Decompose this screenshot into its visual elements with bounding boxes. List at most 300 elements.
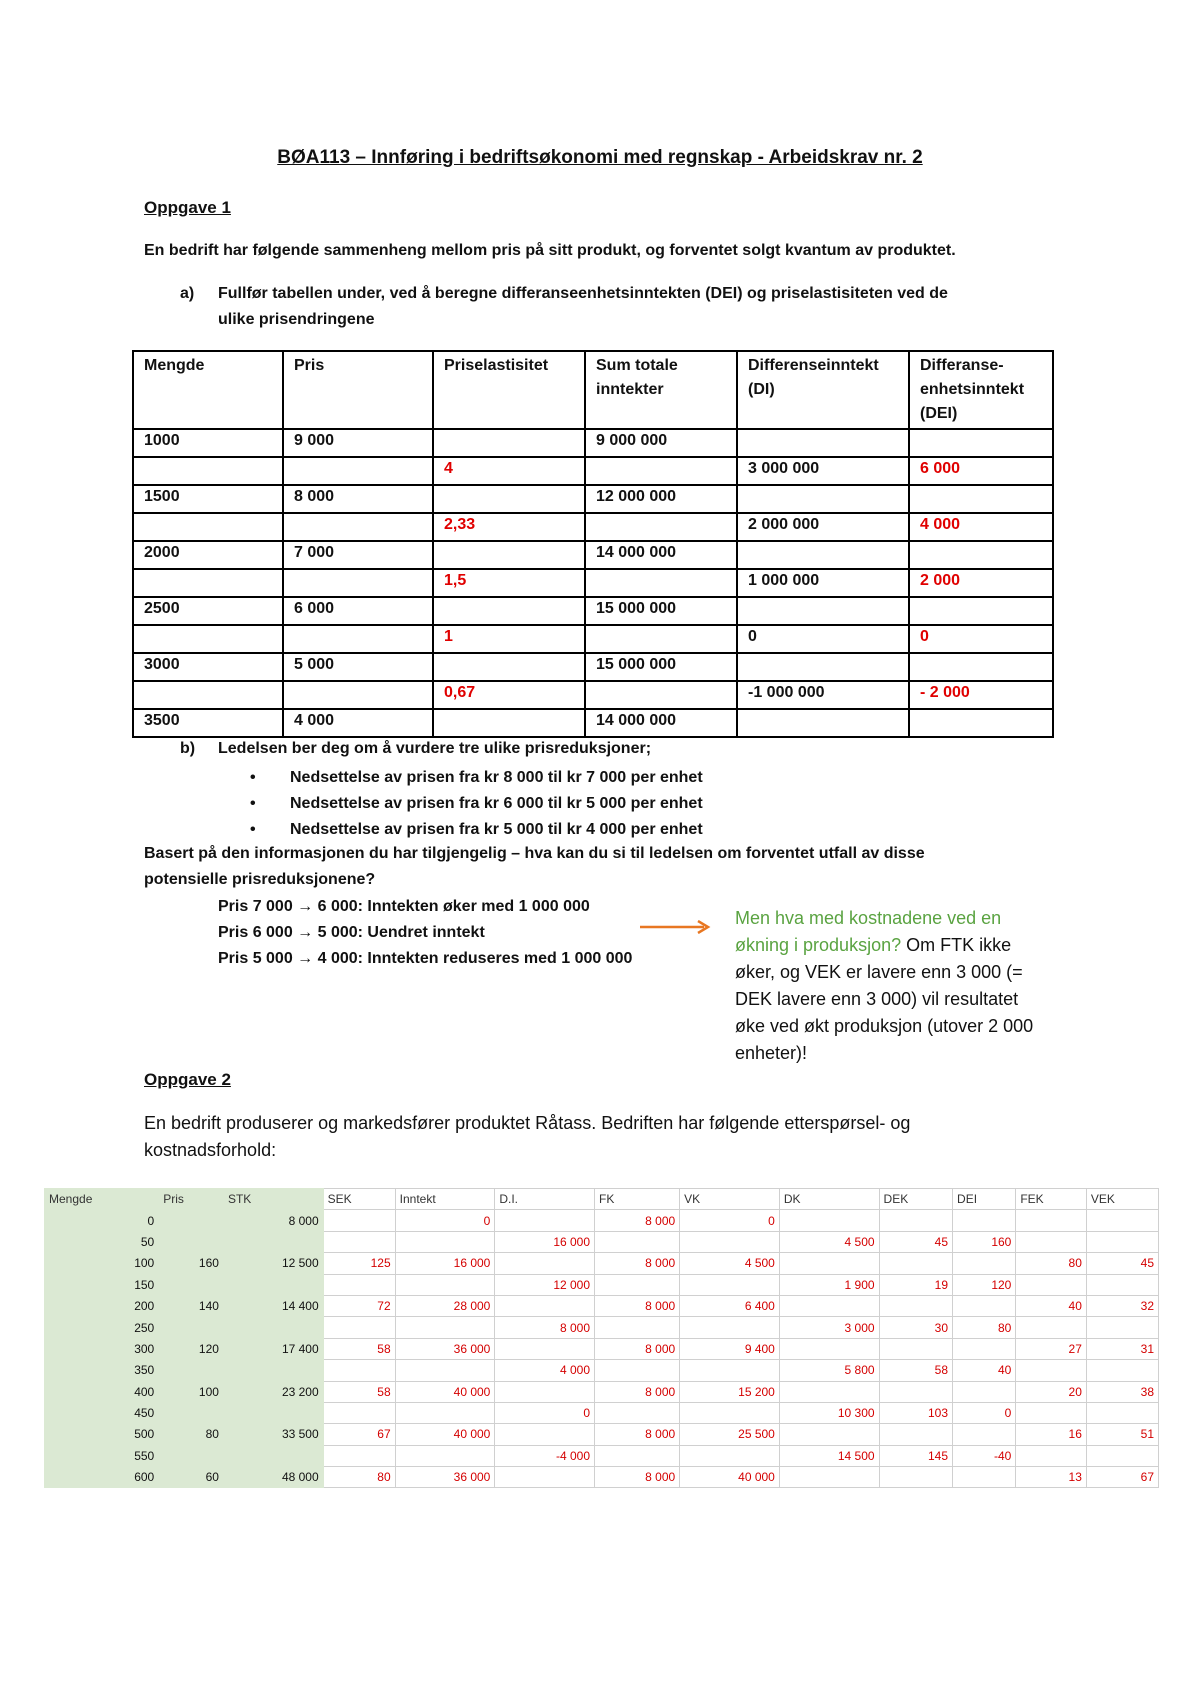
- table-cell: [433, 597, 585, 625]
- table-cell: 36 000: [395, 1467, 495, 1488]
- table-row: [45, 1402, 1159, 1423]
- answer-2: Pris 6 000 → 5 000: Uendret inntekt: [218, 924, 485, 941]
- a-text-line2: ulike prisendringene: [218, 311, 375, 328]
- table-cell: [283, 681, 433, 709]
- table-cell: 8 000: [495, 1317, 595, 1338]
- table-cell: [495, 1295, 595, 1316]
- table-cell: 28 000: [395, 1295, 495, 1316]
- table-cell: -40: [953, 1445, 1016, 1466]
- table-cell: 9 000: [283, 429, 433, 457]
- table-cell: [495, 1253, 595, 1274]
- bullet-text: Nedsettelse av prisen fra kr 8 000 til kr 7 000 per enhet: [290, 769, 703, 786]
- table-row: [45, 1274, 1159, 1295]
- table-cell: [595, 1360, 680, 1381]
- table-cell: 2 000 000: [737, 513, 909, 541]
- table-cell: [1016, 1210, 1087, 1231]
- table-cell: 150: [45, 1274, 159, 1295]
- table-cell: 45: [879, 1231, 952, 1252]
- table-cell: [737, 429, 909, 457]
- header-cell: Mengde: [133, 351, 283, 429]
- table-cell: [1086, 1402, 1158, 1423]
- table-cell: [133, 569, 283, 597]
- table-cell: [680, 1231, 780, 1252]
- table-cell: 4 000: [909, 513, 1053, 541]
- table-cell: [159, 1317, 224, 1338]
- table-cell: 38: [1086, 1381, 1158, 1402]
- elasticity-table: [132, 350, 1054, 738]
- table-cell: 60: [159, 1467, 224, 1488]
- header-cell: STK: [223, 1189, 323, 1210]
- table-cell: 550: [45, 1445, 159, 1466]
- table-cell: -4 000: [495, 1445, 595, 1466]
- table-row: [133, 457, 1053, 485]
- table-cell: [1016, 1445, 1087, 1466]
- table-cell: [779, 1467, 879, 1488]
- table-cell: [680, 1360, 780, 1381]
- table-cell: [495, 1210, 595, 1231]
- table-cell: [953, 1338, 1016, 1359]
- oppgave2-intro-line1: En bedrift produserer og markedsfører produktet Råtass. Bedriften har følgende etterspørsel- og: [144, 1113, 911, 1133]
- table-cell: [323, 1274, 395, 1295]
- table-cell: [595, 1317, 680, 1338]
- table-cell: 14 500: [779, 1445, 879, 1466]
- table-cell: 19: [879, 1274, 952, 1295]
- header-cell: DEK: [879, 1189, 952, 1210]
- table-cell: 100: [45, 1253, 159, 1274]
- table-cell: 8 000: [595, 1424, 680, 1445]
- table-cell: [737, 597, 909, 625]
- table-cell: 500: [45, 1424, 159, 1445]
- table-cell: [909, 485, 1053, 513]
- table-cell: 8 000: [595, 1467, 680, 1488]
- table-cell: [737, 709, 909, 737]
- table-cell: 0: [495, 1402, 595, 1423]
- table-row: [45, 1360, 1159, 1381]
- table-cell: 50: [45, 1231, 159, 1252]
- table-cell: [595, 1274, 680, 1295]
- table-cell: [223, 1445, 323, 1466]
- page-title: BØA113 – Innføring i bedriftsøkonomi med regnskap - Arbeidskrav nr. 2: [277, 147, 923, 168]
- table-cell: 350: [45, 1360, 159, 1381]
- question-line2: potensielle prisreduksjonene?: [144, 871, 376, 888]
- table-cell: [680, 1402, 780, 1423]
- table-cell: 0: [909, 625, 1053, 653]
- table-cell: 15 000 000: [585, 653, 737, 681]
- table-cell: 1: [433, 625, 585, 653]
- table-cell: 14 400: [223, 1295, 323, 1316]
- table-cell: 23 200: [223, 1381, 323, 1402]
- table-cell: 3000: [133, 653, 283, 681]
- table-cell: [133, 513, 283, 541]
- table-cell: [879, 1210, 952, 1231]
- table-row: [133, 653, 1053, 681]
- table-row: [133, 513, 1053, 541]
- table-row: [45, 1317, 1159, 1338]
- table-row: [45, 1338, 1159, 1359]
- table-cell: [909, 709, 1053, 737]
- table-cell: [159, 1231, 224, 1252]
- bullet-list: [250, 765, 703, 843]
- table-cell: [433, 541, 585, 569]
- oppgave1-intro: En bedrift har følgende sammenheng mellom pris på sitt produkt, og forventet solgt kvantum av produktet.: [144, 242, 956, 259]
- table-cell: [1086, 1317, 1158, 1338]
- table-cell: 1 000 000: [737, 569, 909, 597]
- table-row: [133, 625, 1053, 653]
- table-cell: 15 000 000: [585, 597, 737, 625]
- table-cell: 140: [159, 1295, 224, 1316]
- header-cell: D.I.: [495, 1189, 595, 1210]
- b-text: Ledelsen ber deg om å vurdere tre ulike prisreduksjoner;: [218, 740, 652, 757]
- table-cell: 8 000: [595, 1338, 680, 1359]
- table-cell: 120: [159, 1338, 224, 1359]
- table-cell: 5 000: [283, 653, 433, 681]
- question-line1: Basert på den informasjonen du har tilgjengelig – hva kan du si til ledelsen om forventet utfall av disse: [144, 845, 925, 862]
- table-cell: [433, 653, 585, 681]
- table-cell: 12 500: [223, 1253, 323, 1274]
- header-cell: DEI: [953, 1189, 1016, 1210]
- header-cell: VEK: [1086, 1189, 1158, 1210]
- table-header-row: [133, 351, 1053, 429]
- header-cell: Sum totale inntekter: [585, 351, 737, 429]
- table-cell: [737, 485, 909, 513]
- table-row: [133, 541, 1053, 569]
- table-cell: [953, 1467, 1016, 1488]
- table-cell: [953, 1381, 1016, 1402]
- table-cell: [1016, 1360, 1087, 1381]
- table-cell: 0: [680, 1210, 780, 1231]
- table-cell: [433, 485, 585, 513]
- header-cell: FEK: [1016, 1189, 1087, 1210]
- table-cell: [585, 457, 737, 485]
- cost-table: [44, 1188, 1159, 1488]
- table-cell: 48 000: [223, 1467, 323, 1488]
- table-cell: [879, 1381, 952, 1402]
- table-cell: 250: [45, 1317, 159, 1338]
- table-cell: [879, 1424, 952, 1445]
- table-cell: [1086, 1445, 1158, 1466]
- table-cell: 9 000 000: [585, 429, 737, 457]
- table-cell: 80: [159, 1424, 224, 1445]
- bullet-icon: •: [250, 795, 256, 812]
- table-cell: [133, 681, 283, 709]
- table-cell: [323, 1231, 395, 1252]
- table-cell: 103: [879, 1402, 952, 1423]
- table-cell: 80: [1016, 1253, 1087, 1274]
- table-cell: [1016, 1402, 1087, 1423]
- table-cell: 5 800: [779, 1360, 879, 1381]
- arrow-right-icon: [640, 920, 714, 934]
- table-cell: 12 000 000: [585, 485, 737, 513]
- table-cell: 80: [953, 1317, 1016, 1338]
- table-cell: 51: [1086, 1424, 1158, 1445]
- table-cell: [879, 1467, 952, 1488]
- table-cell: 40 000: [395, 1424, 495, 1445]
- table-cell: 4 500: [779, 1231, 879, 1252]
- table-cell: 2000: [133, 541, 283, 569]
- table-row: [45, 1295, 1159, 1316]
- header-cell: Pris: [159, 1189, 224, 1210]
- table-cell: [283, 625, 433, 653]
- a-text-line1: Fullfør tabellen under, ved å beregne differanseenhetsinntekten (DEI) og priselastisiteten ved de: [218, 285, 948, 302]
- table-cell: 6 000: [909, 457, 1053, 485]
- table-cell: [1086, 1274, 1158, 1295]
- table-cell: 8 000: [283, 485, 433, 513]
- table-cell: 10 300: [779, 1402, 879, 1423]
- table-cell: 33 500: [223, 1424, 323, 1445]
- table-cell: [680, 1445, 780, 1466]
- header-cell: Priselastisitet: [433, 351, 585, 429]
- table-cell: [585, 625, 737, 653]
- table-cell: [909, 653, 1053, 681]
- table-cell: 120: [953, 1274, 1016, 1295]
- table-cell: [495, 1424, 595, 1445]
- table-cell: [595, 1445, 680, 1466]
- table-cell: 27: [1016, 1338, 1087, 1359]
- table-cell: [779, 1295, 879, 1316]
- table-cell: [909, 597, 1053, 625]
- table-cell: [323, 1210, 395, 1231]
- table-cell: 17 400: [223, 1338, 323, 1359]
- table-cell: [779, 1210, 879, 1231]
- table-cell: [395, 1360, 495, 1381]
- a-label: a): [180, 285, 195, 302]
- table-cell: 2 000: [909, 569, 1053, 597]
- header-cell: Differanse-enhetsinntekt (DEI): [909, 351, 1053, 429]
- table-cell: 40 000: [680, 1467, 780, 1488]
- table-row: [45, 1424, 1159, 1445]
- table-cell: 4 000: [495, 1360, 595, 1381]
- header-cell: Differenseinntekt (DI): [737, 351, 909, 429]
- table-cell: 58: [323, 1381, 395, 1402]
- table-cell: 16: [1016, 1424, 1087, 1445]
- table-cell: 25 500: [680, 1424, 780, 1445]
- table-cell: 160: [953, 1231, 1016, 1252]
- table-cell: 8 000: [595, 1253, 680, 1274]
- table-cell: 20: [1016, 1381, 1087, 1402]
- table-cell: [395, 1402, 495, 1423]
- table-cell: 58: [879, 1360, 952, 1381]
- table-cell: [395, 1274, 495, 1295]
- table-cell: [283, 457, 433, 485]
- table-cell: [1086, 1231, 1158, 1252]
- table-row: [45, 1467, 1159, 1488]
- table-row: [133, 485, 1053, 513]
- table-cell: 16 000: [495, 1231, 595, 1252]
- table-cell: 31: [1086, 1338, 1158, 1359]
- table-row: [45, 1381, 1159, 1402]
- table-cell: 0,67: [433, 681, 585, 709]
- table-cell: 0: [45, 1210, 159, 1231]
- table-cell: 400: [45, 1381, 159, 1402]
- table-cell: 30: [879, 1317, 952, 1338]
- table-cell: [433, 709, 585, 737]
- table-cell: [1016, 1317, 1087, 1338]
- table-cell: [953, 1210, 1016, 1231]
- table-cell: 6 000: [283, 597, 433, 625]
- table-cell: 13: [1016, 1467, 1087, 1488]
- table-cell: 8 000: [595, 1295, 680, 1316]
- table-cell: [953, 1253, 1016, 1274]
- bullet-icon: •: [250, 769, 256, 786]
- table-cell: [159, 1445, 224, 1466]
- bullet-text: Nedsettelse av prisen fra kr 6 000 til kr 5 000 per enhet: [290, 795, 703, 812]
- table-cell: [395, 1445, 495, 1466]
- table-cell: [395, 1317, 495, 1338]
- table-cell: 1 900: [779, 1274, 879, 1295]
- table-cell: 15 200: [680, 1381, 780, 1402]
- table-cell: [159, 1210, 224, 1231]
- table-cell: 16 000: [395, 1253, 495, 1274]
- table-row: [133, 709, 1053, 737]
- table-cell: 200: [45, 1295, 159, 1316]
- table-cell: [133, 625, 283, 653]
- header-cell: Mengde: [45, 1189, 159, 1210]
- table-cell: 72: [323, 1295, 395, 1316]
- answer-1: Pris 7 000 → 6 000: Inntekten øker med 1 000 000: [218, 898, 590, 915]
- table-row: [45, 1210, 1159, 1231]
- table-cell: 67: [323, 1424, 395, 1445]
- table-cell: [595, 1231, 680, 1252]
- header-cell: VK: [680, 1189, 780, 1210]
- table-cell: [1016, 1231, 1087, 1252]
- table-cell: 1,5: [433, 569, 585, 597]
- table-cell: [159, 1402, 224, 1423]
- table-cell: [585, 569, 737, 597]
- table-cell: [223, 1274, 323, 1295]
- table-row: [133, 569, 1053, 597]
- oppgave2-heading: Oppgave 2: [144, 1070, 231, 1089]
- table-cell: [680, 1274, 780, 1295]
- table-cell: 36 000: [395, 1338, 495, 1359]
- table-cell: [159, 1274, 224, 1295]
- table-cell: [879, 1253, 952, 1274]
- table-cell: 3 000: [779, 1317, 879, 1338]
- table-cell: 9 400: [680, 1338, 780, 1359]
- list-item: [250, 765, 703, 791]
- answer-3: Pris 5 000 → 4 000: Inntekten reduseres med 1 000 000: [218, 950, 633, 967]
- table-cell: [737, 653, 909, 681]
- header-cell: Inntekt: [395, 1189, 495, 1210]
- table-row: [45, 1253, 1159, 1274]
- table-cell: 14 000 000: [585, 709, 737, 737]
- list-item: [250, 817, 703, 843]
- table-cell: 0: [737, 625, 909, 653]
- table-cell: [495, 1381, 595, 1402]
- table-cell: 4: [433, 457, 585, 485]
- bullet-icon: •: [250, 821, 256, 838]
- table-cell: [433, 429, 585, 457]
- table-cell: [395, 1231, 495, 1252]
- table-cell: 45: [1086, 1253, 1158, 1274]
- table-cell: 4 500: [680, 1253, 780, 1274]
- table-cell: 100: [159, 1381, 224, 1402]
- table-cell: 1500: [133, 485, 283, 513]
- table-cell: [737, 541, 909, 569]
- table-cell: [585, 681, 737, 709]
- table-cell: [323, 1402, 395, 1423]
- list-item: [250, 791, 703, 817]
- bullet-text: Nedsettelse av prisen fra kr 5 000 til kr 4 000 per enhet: [290, 821, 703, 838]
- table-cell: [909, 429, 1053, 457]
- table-cell: 450: [45, 1402, 159, 1423]
- table-cell: [223, 1360, 323, 1381]
- comment-note: [735, 905, 1035, 1067]
- table-cell: [680, 1317, 780, 1338]
- table-cell: 58: [323, 1338, 395, 1359]
- table-cell: [323, 1360, 395, 1381]
- table-cell: 8 000: [595, 1381, 680, 1402]
- table-cell: 1000: [133, 429, 283, 457]
- table-cell: 2500: [133, 597, 283, 625]
- table-cell: [879, 1338, 952, 1359]
- table-cell: [1016, 1274, 1087, 1295]
- table-cell: 4 000: [283, 709, 433, 737]
- table-cell: 80: [323, 1467, 395, 1488]
- table-row: [133, 681, 1053, 709]
- table-row: [45, 1231, 1159, 1252]
- table-cell: 40: [1016, 1295, 1087, 1316]
- table-cell: 2,33: [433, 513, 585, 541]
- table-cell: [283, 513, 433, 541]
- table-cell: [779, 1381, 879, 1402]
- table-cell: [323, 1317, 395, 1338]
- table-row: [133, 597, 1053, 625]
- header-cell: Pris: [283, 351, 433, 429]
- table-cell: [595, 1402, 680, 1423]
- table-cell: [223, 1317, 323, 1338]
- oppgave1-heading: Oppgave 1: [144, 198, 231, 217]
- table-cell: [1086, 1210, 1158, 1231]
- table-cell: [323, 1445, 395, 1466]
- table-cell: [953, 1424, 1016, 1445]
- table-cell: 160: [159, 1253, 224, 1274]
- table-row: [45, 1445, 1159, 1466]
- table-cell: [223, 1231, 323, 1252]
- table-cell: [879, 1295, 952, 1316]
- table-cell: - 2 000: [909, 681, 1053, 709]
- table-row: [133, 429, 1053, 457]
- table-cell: 8 000: [595, 1210, 680, 1231]
- table-cell: [779, 1253, 879, 1274]
- table-cell: [953, 1295, 1016, 1316]
- table-cell: 0: [953, 1402, 1016, 1423]
- table-cell: 6 400: [680, 1295, 780, 1316]
- table-cell: [283, 569, 433, 597]
- table-cell: 32: [1086, 1295, 1158, 1316]
- table-cell: 3500: [133, 709, 283, 737]
- table-cell: 600: [45, 1467, 159, 1488]
- table-cell: -1 000 000: [737, 681, 909, 709]
- table-cell: [779, 1424, 879, 1445]
- b-label: b): [180, 740, 196, 757]
- table-cell: 8 000: [223, 1210, 323, 1231]
- note-green: Men hva med kostnadene ved en økning i produksjon?: [735, 908, 1002, 955]
- table-cell: 67: [1086, 1467, 1158, 1488]
- table-cell: [495, 1338, 595, 1359]
- table-cell: [159, 1360, 224, 1381]
- table-cell: 0: [395, 1210, 495, 1231]
- table-cell: [1086, 1360, 1158, 1381]
- table-cell: 40: [953, 1360, 1016, 1381]
- table-cell: 40 000: [395, 1381, 495, 1402]
- header-cell: SEK: [323, 1189, 395, 1210]
- table-header-row: [45, 1189, 1159, 1210]
- header-cell: DK: [779, 1189, 879, 1210]
- table-cell: [779, 1338, 879, 1359]
- table-cell: 7 000: [283, 541, 433, 569]
- header-cell: FK: [595, 1189, 680, 1210]
- note-black: Om FTK ikke øker, og VEK er lavere enn 3 000 (= DEK lavere enn 3 000) vil resultatet øke ved økt produksjon (utover 2 000 enheter)!: [735, 935, 1034, 1063]
